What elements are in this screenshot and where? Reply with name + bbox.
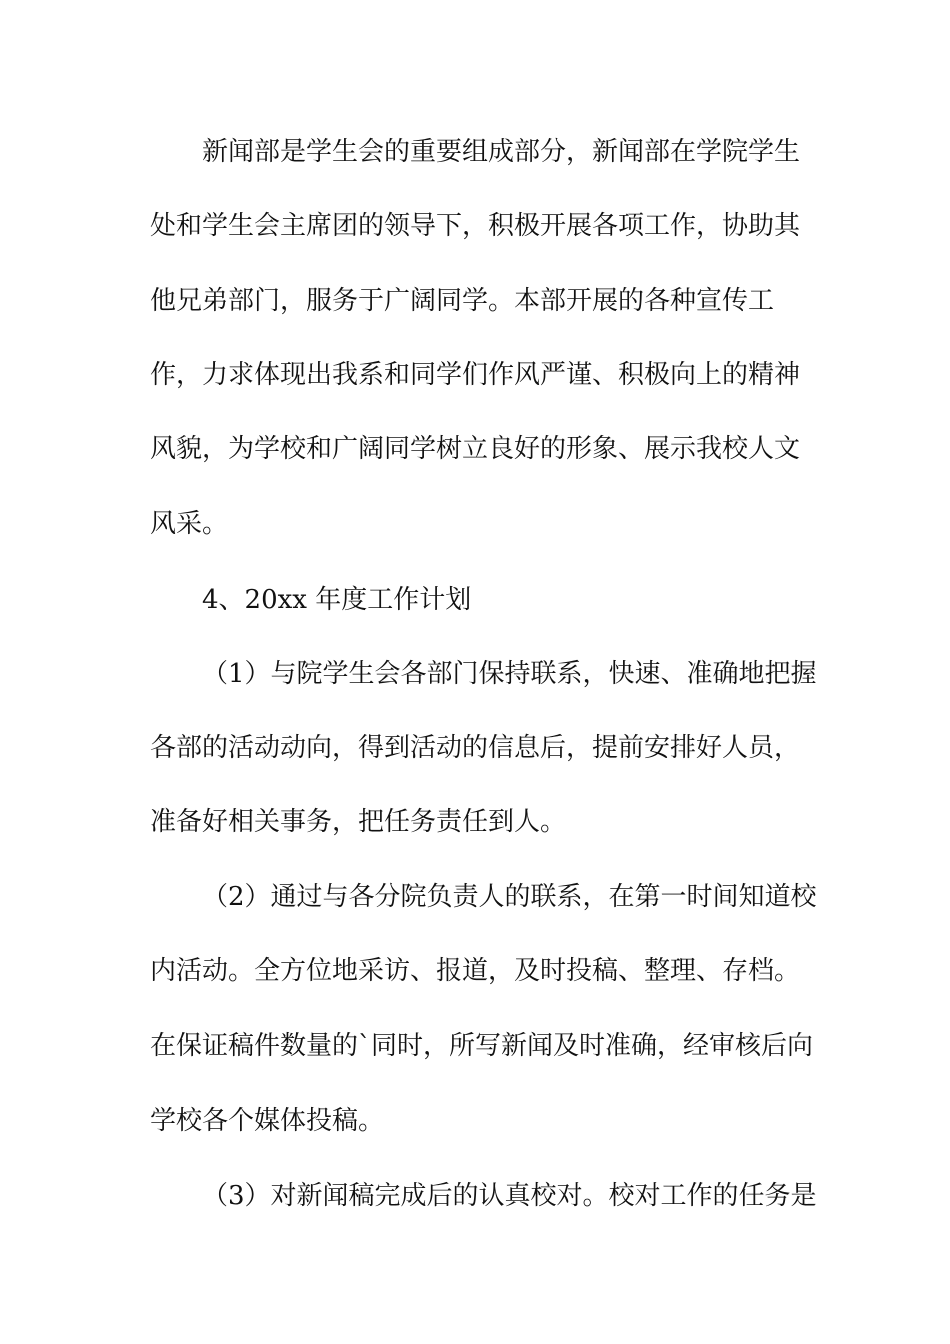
paragraph-line: 各部的活动动向，得到活动的信息后，提前安排好人员， [150,733,801,763]
paragraph-line: （2）通过与各分院负责人的联系，在第一时间知道校 [202,882,817,912]
paragraph-line: 学校各个媒体投稿。 [150,1106,385,1136]
paragraph-line: 准备好相关事务，把任务责任到人。 [150,807,567,837]
paragraph-line: 处和学生会主席团的领导下，积极开展各项工作，协助其 [150,211,801,241]
paragraph-line: 在保证稿件数量的`同时，所写新闻及时准确，经审核后向 [150,1031,814,1061]
paragraph-line: 风采。 [150,509,229,539]
section-heading: 4、20xx 年度工作计划 [202,585,472,615]
paragraph-line: 风貌，为学校和广阔同学树立良好的形象、展示我校人文 [150,434,801,464]
paragraph-line: 作，力求体现出我系和同学们作风严谨、积极向上的精神 [150,360,801,390]
paragraph-line: 内活动。全方位地采访、报道，及时投稿、整理、存档。 [150,956,801,986]
paragraph-line: （3）对新闻稿完成后的认真校对。校对工作的任务是 [202,1181,817,1211]
paragraph-line: 他兄弟部门，服务于广阔同学。本部开展的各种宣传工 [150,286,775,316]
paragraph-line: （1）与院学生会各部门保持联系，快速、准确地把握 [202,659,817,689]
paragraph-line: 新闻部是学生会的重要组成部分，新闻部在学院学生 [202,137,801,167]
